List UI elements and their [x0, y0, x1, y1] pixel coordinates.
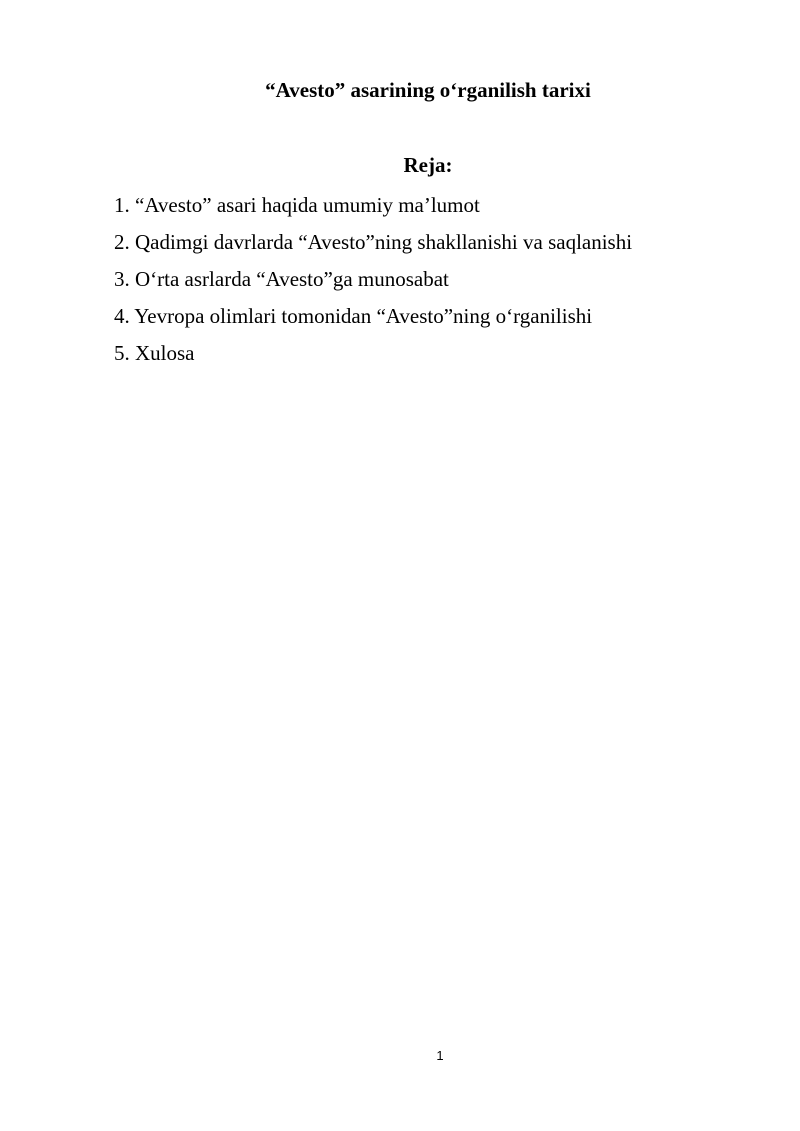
- plan-list: [114, 187, 632, 372]
- plan-item: 4. Yevropa olimlari tomonidan “Avesto”ning o‘rganilishi: [114, 304, 593, 328]
- plan-heading: Reja:: [403, 153, 453, 177]
- page-number: 1: [436, 1048, 444, 1063]
- plan-item: 5. Xulosa: [114, 341, 195, 365]
- plan-item: 1. “Avesto” asari haqida umumiy ma’lumot: [114, 193, 480, 217]
- plan-item: 2. Qadimgi davrlarda “Avesto”ning shakllanishi va saqlanishi: [114, 230, 633, 254]
- plan-item: 3. O‘rta asrlarda “Avesto”ga munosabat: [114, 267, 449, 291]
- document-title: “Avesto” asarining o‘rganilish tarixi: [265, 78, 591, 102]
